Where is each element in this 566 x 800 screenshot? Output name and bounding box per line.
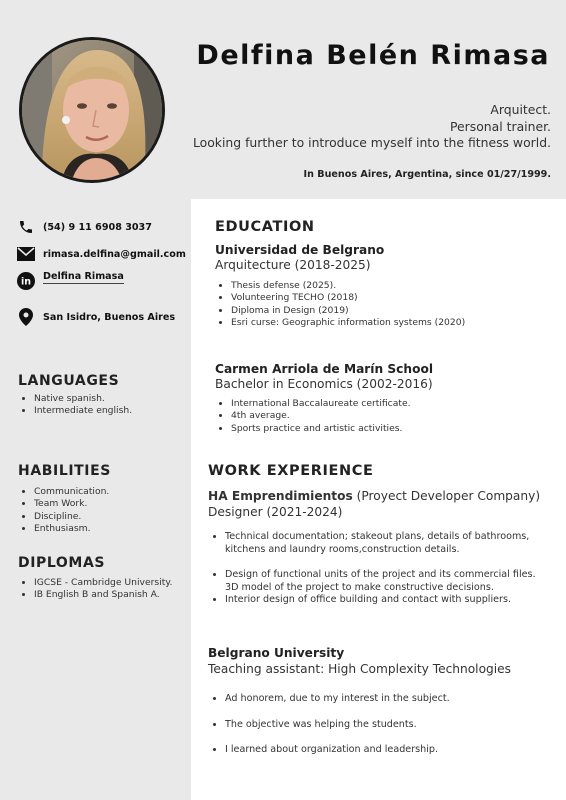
- languages-list: [22, 393, 132, 418]
- languages-heading: LANGUAGES: [18, 373, 120, 389]
- education-items: [217, 280, 465, 330]
- email-text: rimasa.delfina@gmail.com: [43, 248, 186, 260]
- profile-photo: [19, 37, 165, 183]
- linkedin-link[interactable]: Delfina Rimasa: [43, 271, 124, 282]
- list-item: • The objective was helping the students.: [225, 719, 545, 732]
- list-item: • Esri curse: Geographic information systems (2020): [231, 317, 465, 329]
- work-heading: WORK EXPERIENCE: [208, 463, 374, 479]
- tagline: [193, 102, 551, 152]
- list-item: • Ad honorem, due to my interest in the subject.: [225, 693, 545, 706]
- work-role: Teaching assistant: High Complexity Technologies: [208, 662, 511, 676]
- contact-email[interactable]: [17, 244, 186, 264]
- phone-text: (54) 9 11 6908 3037: [43, 221, 152, 233]
- portrait-image: [22, 40, 162, 180]
- list-item: • Communication.: [34, 486, 109, 498]
- phone-icon: [17, 218, 35, 236]
- list-item: • Diploma in Design (2019): [231, 305, 465, 317]
- contact-phone[interactable]: [17, 217, 152, 237]
- work-items: [210, 693, 545, 757]
- list-item: • Interior design of office building and contact with suppliers.: [225, 594, 545, 607]
- list-item: • Sports practice and artistic activities.: [231, 423, 411, 435]
- work-items: [210, 531, 545, 607]
- svg-text:in: in: [20, 276, 32, 288]
- habilities-list: [22, 486, 109, 535]
- work-org: [208, 489, 540, 503]
- list-item: • Technical documentation; stakeout plans, details of bathrooms, kitchens and laundry rooms,construction details.: [225, 531, 545, 556]
- education-degree: Arquitecture (2018-2025): [215, 258, 371, 272]
- education-items: [217, 398, 411, 435]
- tagline-line: Looking further to introduce myself into the fitness world.: [192, 135, 551, 150]
- list-item: • International Baccalaureate certificate.: [231, 398, 411, 410]
- education-heading: EDUCATION: [215, 219, 315, 235]
- list-item: • Team Work.: [34, 498, 109, 510]
- education-org: Universidad de Belgrano: [215, 243, 385, 257]
- list-item: • IB English B and Spanish A.: [34, 589, 172, 601]
- tagline-line: Personal trainer.: [450, 118, 551, 134]
- list-item: • IGCSE - Cambridge University.: [34, 577, 172, 589]
- work-org-name: Belgrano University: [208, 646, 345, 660]
- list-item: • I learned about organization and leadership.: [225, 744, 545, 757]
- contact-linkedin[interactable]: [17, 271, 124, 291]
- candidate-name: Delfina Belén Rimasa: [196, 40, 550, 71]
- location-text: San Isidro, Buenos Aires: [43, 311, 176, 323]
- education-degree: Bachelor in Economics (2002-2016): [215, 377, 433, 391]
- work-org-note: (Proyect Developer Company): [352, 489, 541, 503]
- list-item: • Enthusiasm.: [34, 523, 109, 535]
- birth-info: In Buenos Aires, Argentina, since 01/27/1999.: [303, 169, 551, 180]
- list-item: • Discipline.: [34, 511, 109, 523]
- tagline-line: Arquitect.: [490, 102, 551, 117]
- diplomas-list: [22, 577, 172, 602]
- work-org-name: HA Emprendimientos: [208, 489, 353, 503]
- list-item: • Thesis defense (2025).: [231, 280, 465, 292]
- work-role: Designer (2021-2024): [208, 505, 343, 519]
- list-item: • Volunteering TECHO (2018): [231, 292, 465, 304]
- habilities-heading: HABILITIES: [18, 463, 111, 479]
- contact-location: [17, 307, 176, 327]
- envelope-icon: [17, 245, 35, 263]
- list-item: • Design of functional units of the project and its commercial files. 3D model of the project to make constructive decisions.: [225, 569, 545, 594]
- linkedin-icon: [17, 272, 35, 290]
- education-org: Carmen Arriola de Marín School: [215, 362, 434, 376]
- list-item: • Intermediate english.: [34, 405, 132, 417]
- list-item: • Native spanish.: [34, 393, 132, 405]
- list-item: • 4th average.: [231, 410, 411, 422]
- diplomas-heading: DIPLOMAS: [18, 555, 106, 571]
- location-pin-icon: [17, 308, 35, 326]
